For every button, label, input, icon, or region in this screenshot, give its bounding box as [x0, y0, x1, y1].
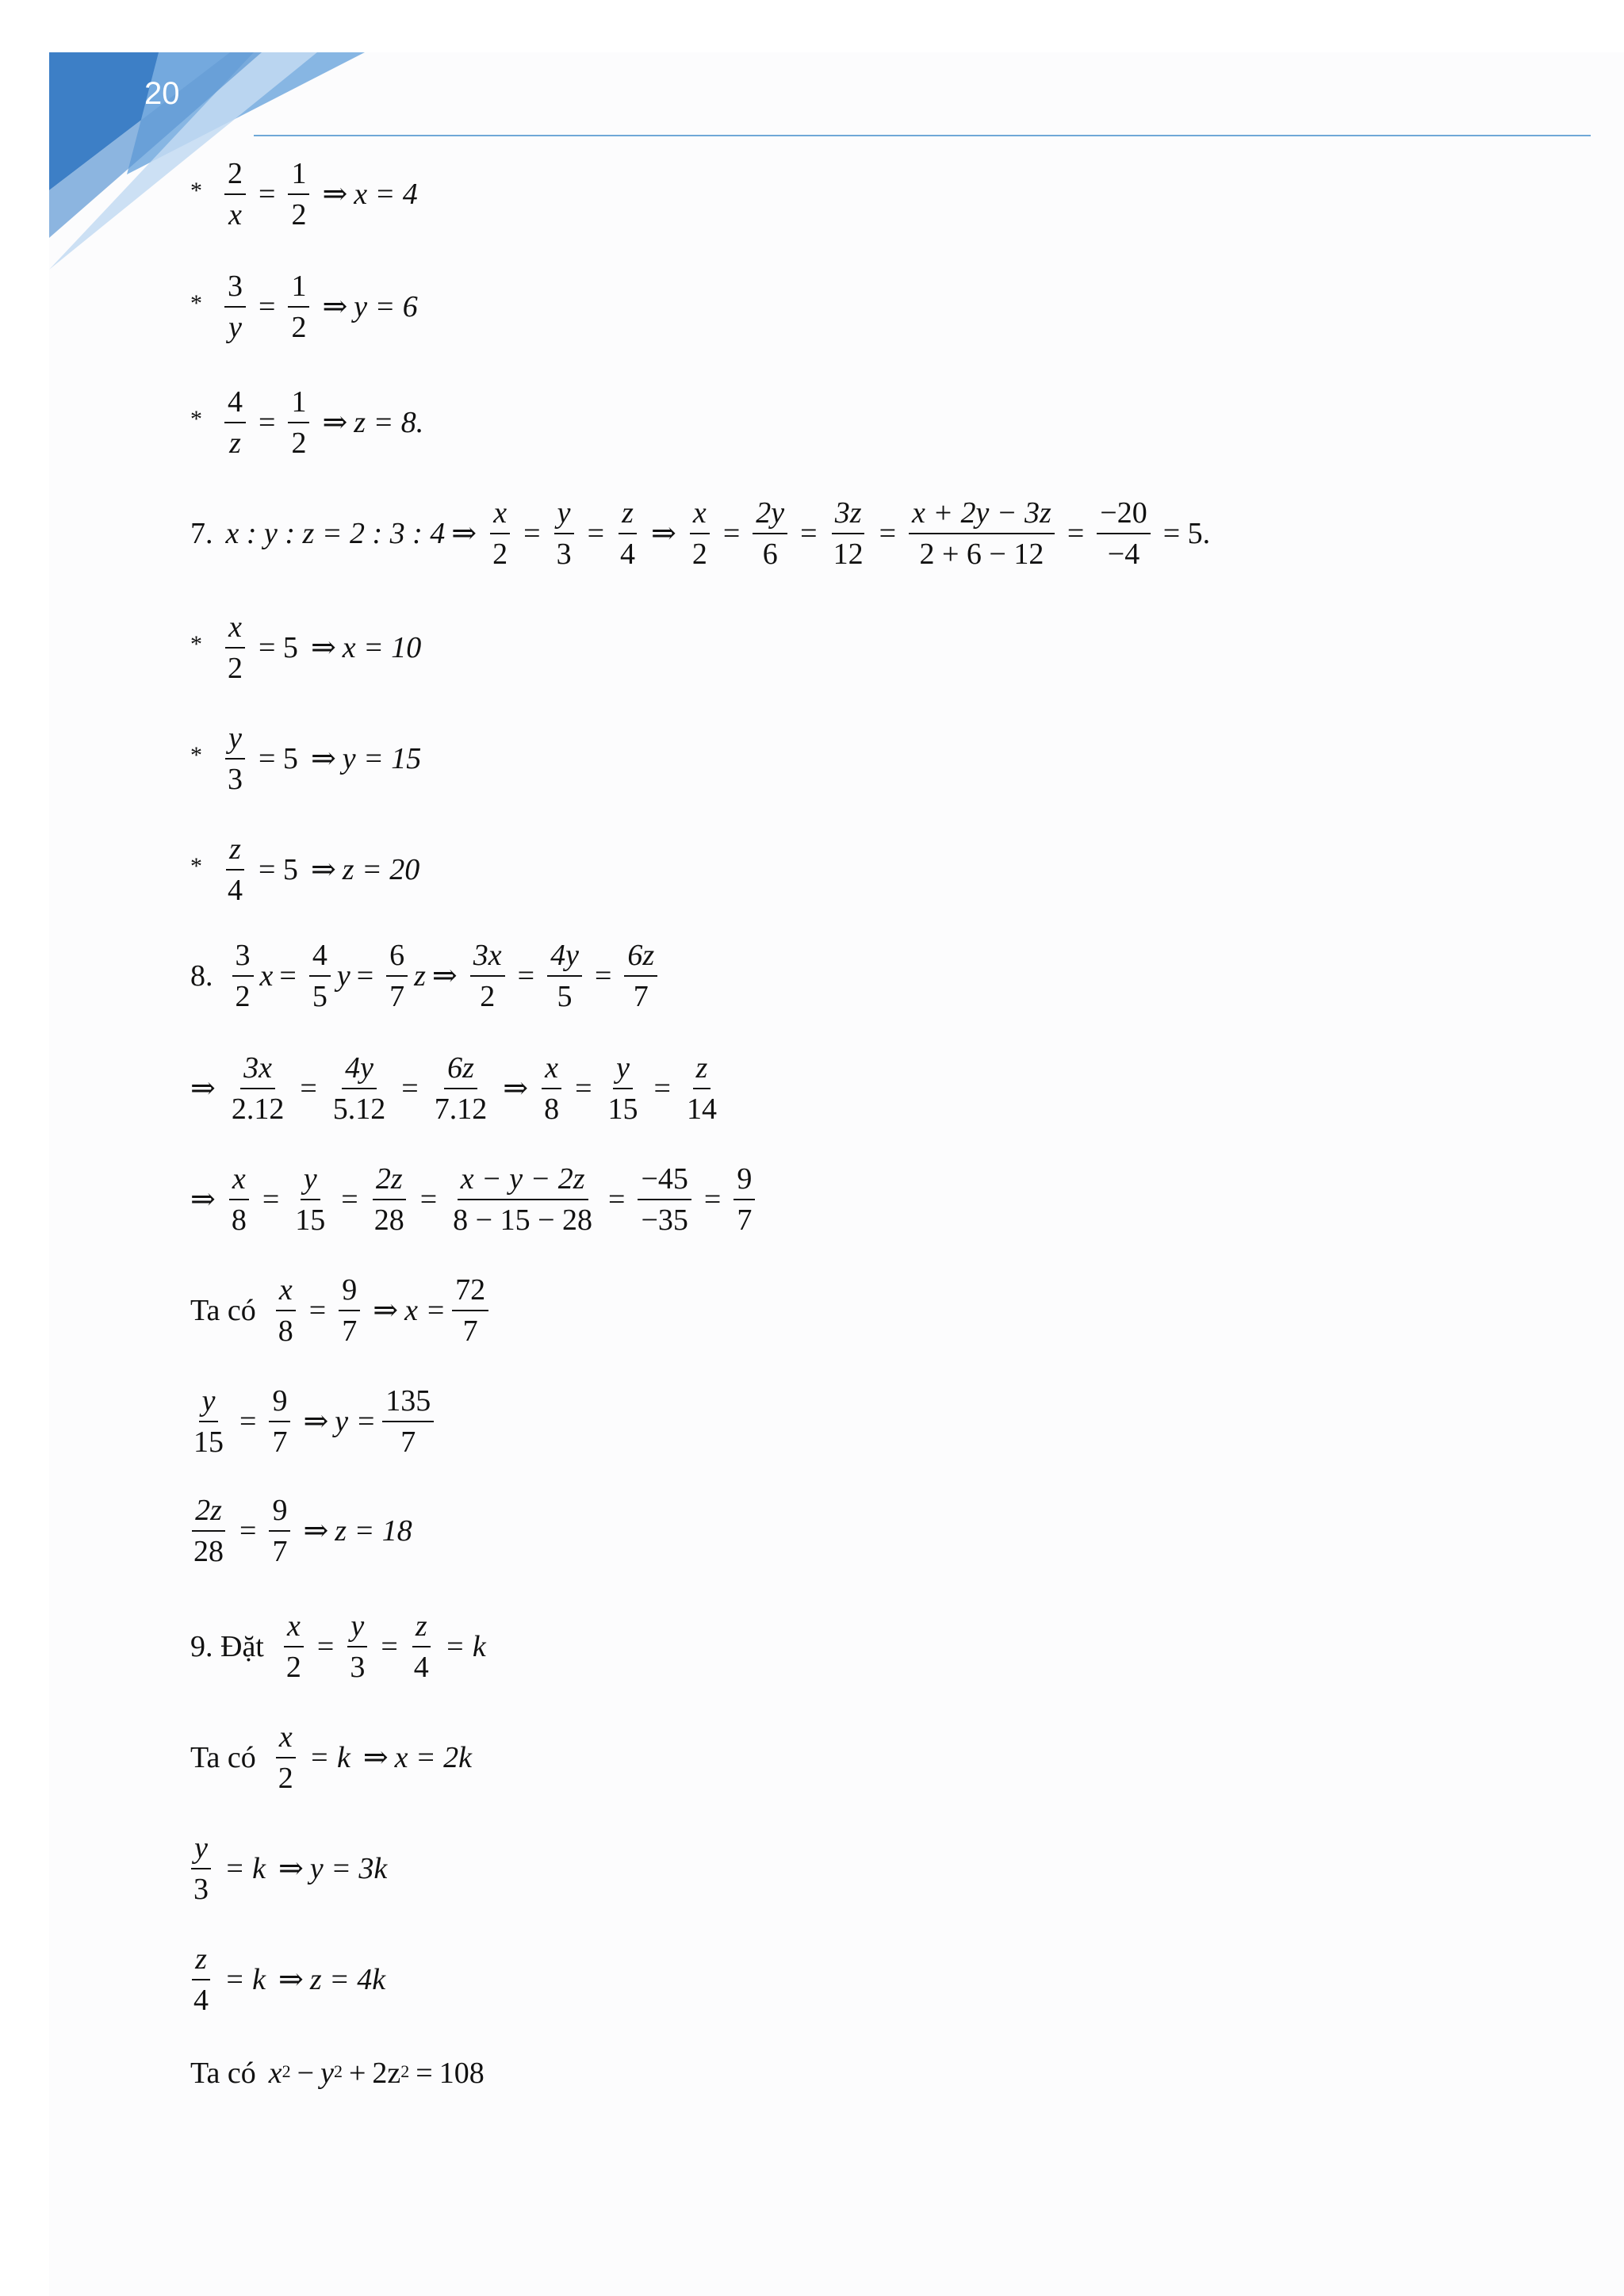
equation-line: Ta có $\frac{x}{2}$ = k ⇒ x = 2k [190, 1720, 473, 1795]
fraction: $\frac{1}{2}$ [288, 159, 309, 230]
bullet: * [190, 178, 202, 204]
equation-line: Ta có $\frac{x}{8}$ = $\frac{9}{7}$ ⇒ x = $\frac{72}{7}$ [190, 1275, 495, 1346]
equation-line: $\frac{2z}{28}$ = $\frac{9}{7}$ ⇒ z = 18 [193, 1494, 412, 1568]
equation-line: ⇒ $\frac{x}{8}$ = $\frac{y}{15}$ = $\frac{2z}{28}$ = $\frac{x - y - 2z}{8 - 15 - 28}$ = $\frac{-45}{-35}$ = $\frac{9}{7}$ [190, 1164, 761, 1235]
problem-7-line: 7. x : y : z = 2 : 3 : 4 ⇒ $\frac{x}{2}$ = $\frac{y}{3}$ = $\frac{z}{4}$ ⇒ $\frac{x}{2}$ = $\frac{2y}{6}$ = $\frac{3z}{12}$ = $\frac{x + 2y - 3z}{2 + 6 - 12}$ = $\frac{-20}{-4}$ = 5. [190, 496, 1211, 571]
equation-line: * $\frac{3}{y}$ = $\frac{1}{2}$ ⇒ y = 6 [190, 270, 418, 344]
problem-label: 8. [190, 959, 213, 993]
problem-8-line: 8. $\frac{3}{2}$ x = $\frac{4}{5}$ y = $\frac{6}{7}$ z ⇒ $\frac{3x}{2}$ = $\frac{4y}{5}$ = $\frac{6z}{7}$ [190, 940, 664, 1012]
fraction: $\frac{3}{y}$ [224, 271, 246, 342]
equation-line: * $\frac{2}{x}$ = $\frac{1}{2}$ ⇒ x = 4 [190, 157, 418, 232]
fraction: $\frac{4}{z}$ [224, 387, 246, 458]
equation-line: * $\frac{x}{2}$ = 5 ⇒ x = 10 [190, 610, 422, 685]
problem-label: 9. Đặt [190, 1630, 264, 1663]
equation-line: * $\frac{y}{3}$ = 5 ⇒ y = 15 [190, 721, 422, 796]
equation-line: $\frac{y}{15}$ = $\frac{9}{7}$ ⇒ y = $\frac{135}{7}$ [190, 1386, 440, 1457]
fraction: $\frac{1}{2}$ [288, 271, 309, 342]
fraction: $\frac{2}{x}$ [224, 159, 246, 230]
problem-label: 7. [190, 517, 213, 550]
fraction: $\frac{1}{2}$ [288, 387, 309, 458]
header-rule [254, 135, 1591, 136]
equation-line: * $\frac{z}{4}$ = 5 ⇒ z = 20 [190, 832, 420, 907]
equation-line: ⇒ $\frac{3x}{2.12}$ = $\frac{4y}{5.12}$ = $\frac{6z}{7.12}$ ⇒ $\frac{x}{8}$ = $\frac{y}{15}$ = $\frac{z}{14}$ [190, 1051, 717, 1126]
problem-9-line: 9. Đặt $\frac{x}{2}$ = $\frac{y}{3}$ = $\frac{z}{4}$ = k [190, 1609, 486, 1684]
equation-line: $\frac{y}{3}$ = k ⇒ y = 3k [190, 1833, 387, 1904]
equation-line: $\frac{z}{4}$ = k ⇒ z = 4k [193, 1942, 386, 2017]
corner-decoration [0, 0, 373, 285]
page-number: 20 [144, 76, 180, 111]
equation-line: Ta có x $^2$ − y $^2$ + 2 z $^2$ = 108 [190, 2057, 485, 2090]
equation-line: * $\frac{4}{z}$ = $\frac{1}{2}$ ⇒ z = 8. [190, 385, 424, 460]
